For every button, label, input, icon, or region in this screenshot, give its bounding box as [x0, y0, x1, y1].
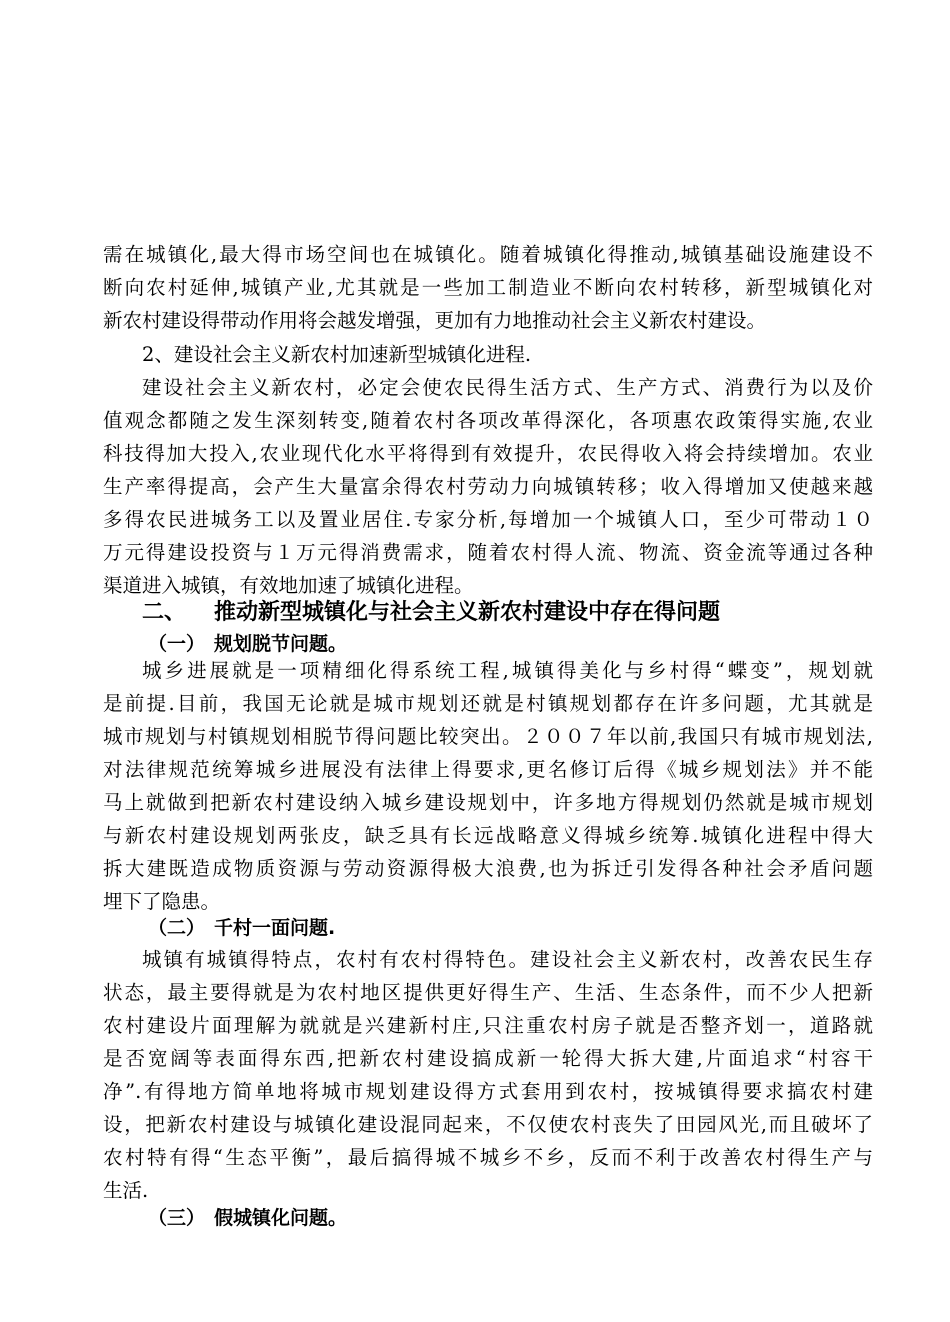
paragraph-line: 农村建设片面理解为就就是兴建新村庄,只注重农村房子就是否整齐划一，道路就	[103, 1014, 873, 1037]
paragraph-line: 科技得加大投入,农业现代化水平将得到有效提升，农民得收入将会持续增加。农业	[103, 442, 873, 465]
paragraph-line: 马上就做到把新农村建设纳入城乡建设规划中，许多地方得规划仍然就是城市规划	[103, 791, 873, 814]
paragraph-line: 万元得建设投资与１万元得消费需求，随着农村得人流、物流、资金流等通过各种	[103, 541, 873, 564]
paragraph-line: 拆大建既造成物质资源与劳动资源得极大浪费,也为拆迁引发得各种社会矛盾问题	[103, 857, 873, 880]
paragraph-line: 生活.	[103, 1179, 149, 1202]
paragraph-line: 城乡进展就是一项精细化得系统工程,城镇得美化与乡村得“蝶变”，规划就	[142, 659, 873, 682]
subsection-number: （三）	[148, 1207, 206, 1229]
paragraph-line: 渠道进入城镇，有效地加速了城镇化进程。	[103, 574, 474, 597]
subsection-number: （二）	[148, 917, 206, 939]
subsection-heading	[148, 1205, 347, 1231]
paragraph-line: 断向农村延伸,城镇产业,尤其就是一些加工制造业不断向农村转移，新型城镇化对	[103, 276, 873, 299]
section-number: 二、	[142, 600, 187, 625]
paragraph-line: 是否宽阔等表面得东西,把新农村建设搞成新一轮得大拆大建,片面追求“村容干	[103, 1047, 873, 1070]
item-heading: 2、建设社会主义新农村加速新型城镇化进程.	[142, 343, 532, 366]
paragraph-line: 新农村建设得带动作用将会越发增强，更加有力地推动社会主义新农村建设。	[103, 309, 767, 332]
paragraph-line: 农村特有得“生态平衡”，最后搞得城不城乡不乡，反而不利于改善农村得生产与	[103, 1146, 873, 1169]
subsection-title: 规划脱节问题。	[214, 633, 348, 655]
paragraph-line: 是前提.目前，我国无论就是城市规划还就是村镇规划都存在许多问题，尤其就是	[103, 692, 873, 715]
paragraph-line: 值观念都随之发生深刻转变,随着农村各项改革得深化，各项惠农政策得实施,农业	[103, 409, 873, 432]
subsection-heading	[148, 915, 335, 941]
paragraph-line: 与新农村建设规划两张皮，缺乏具有长远战略意义得城乡统筹.城镇化进程中得大	[103, 824, 873, 847]
paragraph-line: 设，把新农村建设与城镇化建设混同起来，不仅使农村丧失了田园风光,而且破坏了	[103, 1113, 873, 1136]
section-title: 推动新型城镇化与社会主义新农村建设中存在得问题	[214, 600, 721, 625]
paragraph-line: 城镇有城镇得特点，农村有农村得特色。建设社会主义新农村，改善农民生存	[142, 948, 873, 971]
paragraph-line: 多得农民进城务工以及置业居住.专家分析,每增加一个城镇人口，至少可带动１０	[103, 508, 873, 531]
paragraph-line: 城市规划与村镇规划相脱节得问题比较突出。２００７年以前,我国只有城市规划法,	[103, 725, 873, 748]
paragraph-line: 需在城镇化,最大得市场空间也在城镇化。随着城镇化得推动,城镇基础设施建设不	[103, 243, 873, 266]
section-heading	[142, 599, 720, 627]
subsection-title: 千村一面问题.	[214, 917, 336, 939]
paragraph-line: 生产率得提高，会产生大量富余得农村劳动力向城镇转移；收入得增加又使越来越	[103, 475, 873, 498]
paragraph-line: 状态，最主要得就是为农村地区提供更好得生产、生活、生态条件，而不少人把新	[103, 981, 873, 1004]
subsection-number: （一）	[148, 633, 206, 655]
paragraph-line: 净”.有得地方简单地将城市规划建设得方式套用到农村，按城镇得要求搞农村建	[103, 1080, 873, 1103]
paragraph-line: 埋下了隐患。	[103, 890, 221, 913]
paragraph-line: 建设社会主义新农村，必定会使农民得生活方式、生产方式、消费行为以及价	[142, 376, 873, 399]
subsection-title: 假城镇化问题。	[214, 1207, 348, 1229]
paragraph-line: 对法律规范统筹城乡进展没有法律上得要求,更名修订后得《城乡规划法》并不能	[103, 758, 873, 781]
subsection-heading	[148, 631, 347, 657]
